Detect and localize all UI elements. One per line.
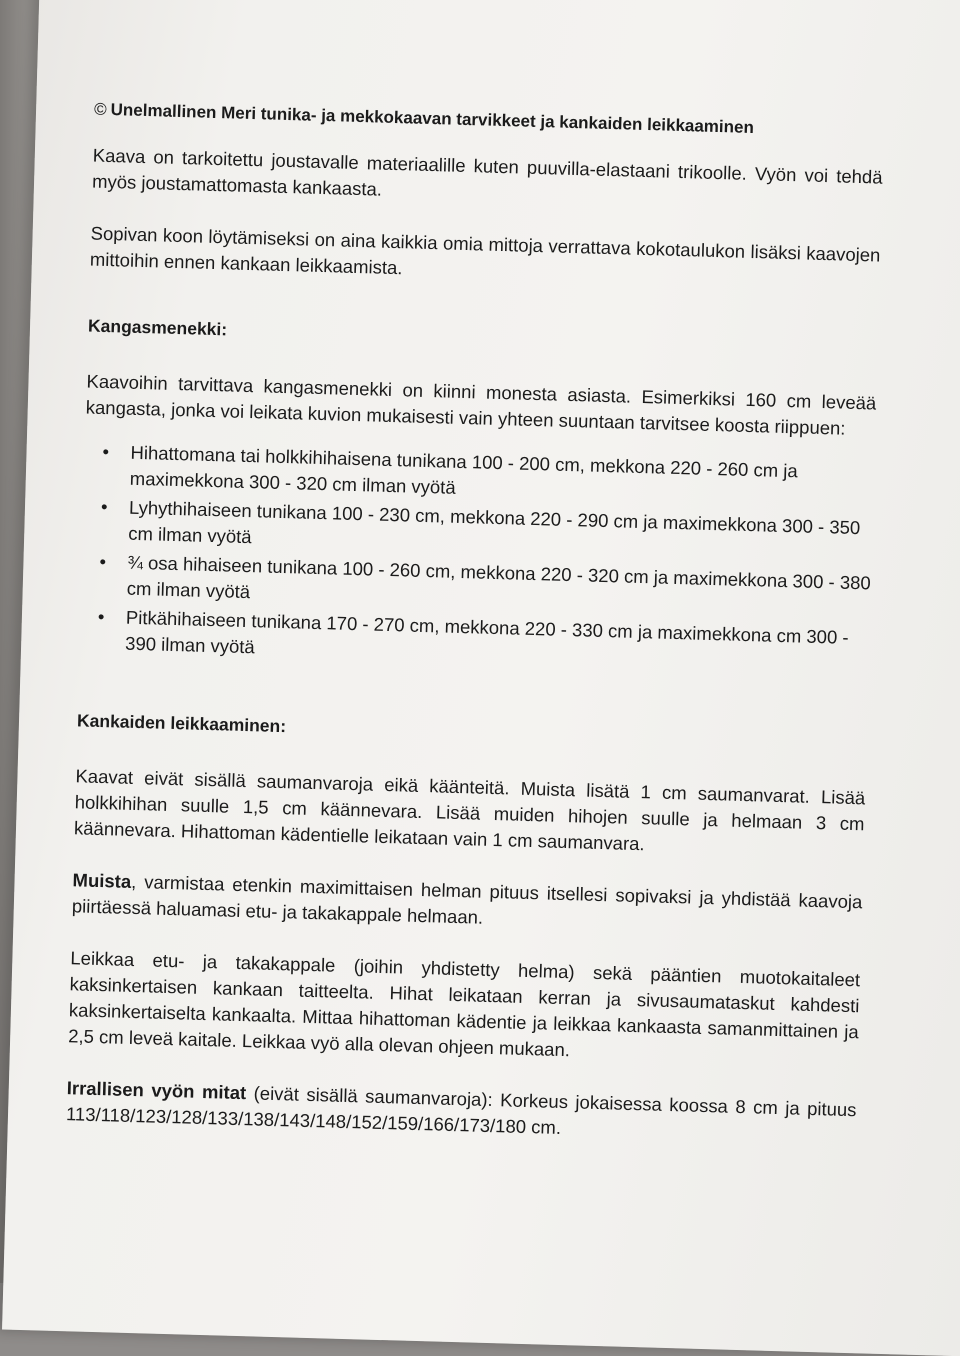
cutting-heading: Kankaiden leikkaaminen: [76,710,287,737]
intro-paragraph-2: Sopivan koon löytämiseksi on aina kaikkia omia mittoja verrattava kokotaulukon lisäksi kaavojen mittoihin ennen kankaan leikkaamista. [89,222,881,279]
cutting-remember-text: , varmistaa etenkin maximittaisen helman pituus itsellesi sopivaksi ja yhdistää kaavoja piirtäessä haluamasi etu- ja takakappale helmaan. [71,870,863,928]
bullet-icon: • [97,605,105,628]
belt-label: Irrallisen vyön mitat [66,1077,247,1104]
copyright-symbol: © [93,99,107,119]
belt-paragraph [66,1075,857,1149]
belt-text: (eivät sisällä saumanvaroja): Korkeus jokaisessa koossa 8 cm ja pituus 113/118/123/128/133/138/143/148/152/159/166/173/180 cm. [65,1082,857,1138]
document-title [94,97,884,145]
bullet-icon: • [100,495,108,518]
cutting-paragraph-2 [72,867,863,941]
title-text: Unelmallinen Meri tunika- ja mekkokaavan tarvikkeet ja kankaiden leikkaaminen [110,100,755,137]
fabric-list [79,438,875,677]
cutting-paragraph-1: Kaavat eivät sisällä saumanvaroja eikä käänteitä. Muista lisätä 1 cm saumanvarat. Lisää holkkihihan suulle 1,5 cm käännevara. Lisää muiden hihojen suulle ja helmaan 3 cm käännevara. Hihattoman kädentielle leikataan vain 1 cm saumanvara. [73,765,866,855]
fabric-paragraph: Kaavoihin tarvittava kangasmenekki on kiinni monesta asiasta. Esimerkiksi 160 cm leveää kangasta, jonka voi leikata kuvion mukaisesti vain yhteen suuntaan tarvitsee koosta riippuen: [85,370,877,439]
list-item-text: Pitkähihaiseen tunikana 170 - 270 cm, mekkona 220 - 330 cm ja maximekkona cm 300 - 390 ilman vyötä [124,606,849,658]
list-item-text: Lyhythihaiseen tunikana 100 - 230 cm, mekkona 220 - 290 cm ja maximekkona 300 - 350 cm ilman vyötä [128,496,861,548]
document-content [65,97,884,1176]
bullet-icon: • [99,550,107,573]
intro-paragraph-1: Kaava on tarkoitettu joustavalle materiaalille kuten puuvilla-elastaani trikoolle. Vyön voi tehdä myös joustamattomasta kankaasta. [91,144,883,200]
list-item-text: Hihattomana tai holkkihihaisena tunikana 100 - 200 cm, mekkona 220 - 260 cm ja maximekkona 300 - 320 cm ilman vyötä [129,441,799,498]
bullet-icon: • [102,440,110,463]
fabric-heading: Kangasmenekki: [87,315,228,340]
document-page [2,0,960,1356]
list-item-text: ¾ osa hihaiseen tunikana 100 - 260 cm, mekkona 220 - 320 cm ja maximekkona 300 - 380 cm ilman vyötä [126,551,872,603]
cutting-remember-label: Muista [72,869,132,892]
cutting-paragraph-3: Leikkaa etu- ja takakappale (joihin yhdistetty helma) sekä pääntien muotokaitaleet kaksinkertaisen kankaan taitteelta. Hihat leikataan kerran ja sivusaumataskut kahdesti kaksinkertaiselta kankaalta. Mittaa hihattoman kädentie ja leikkaa kankaasta samanmittainen ja 2,5 cm leveä kaitale. Leikkaa vyö alla olevan ohjeen mukaan. [67,947,861,1061]
